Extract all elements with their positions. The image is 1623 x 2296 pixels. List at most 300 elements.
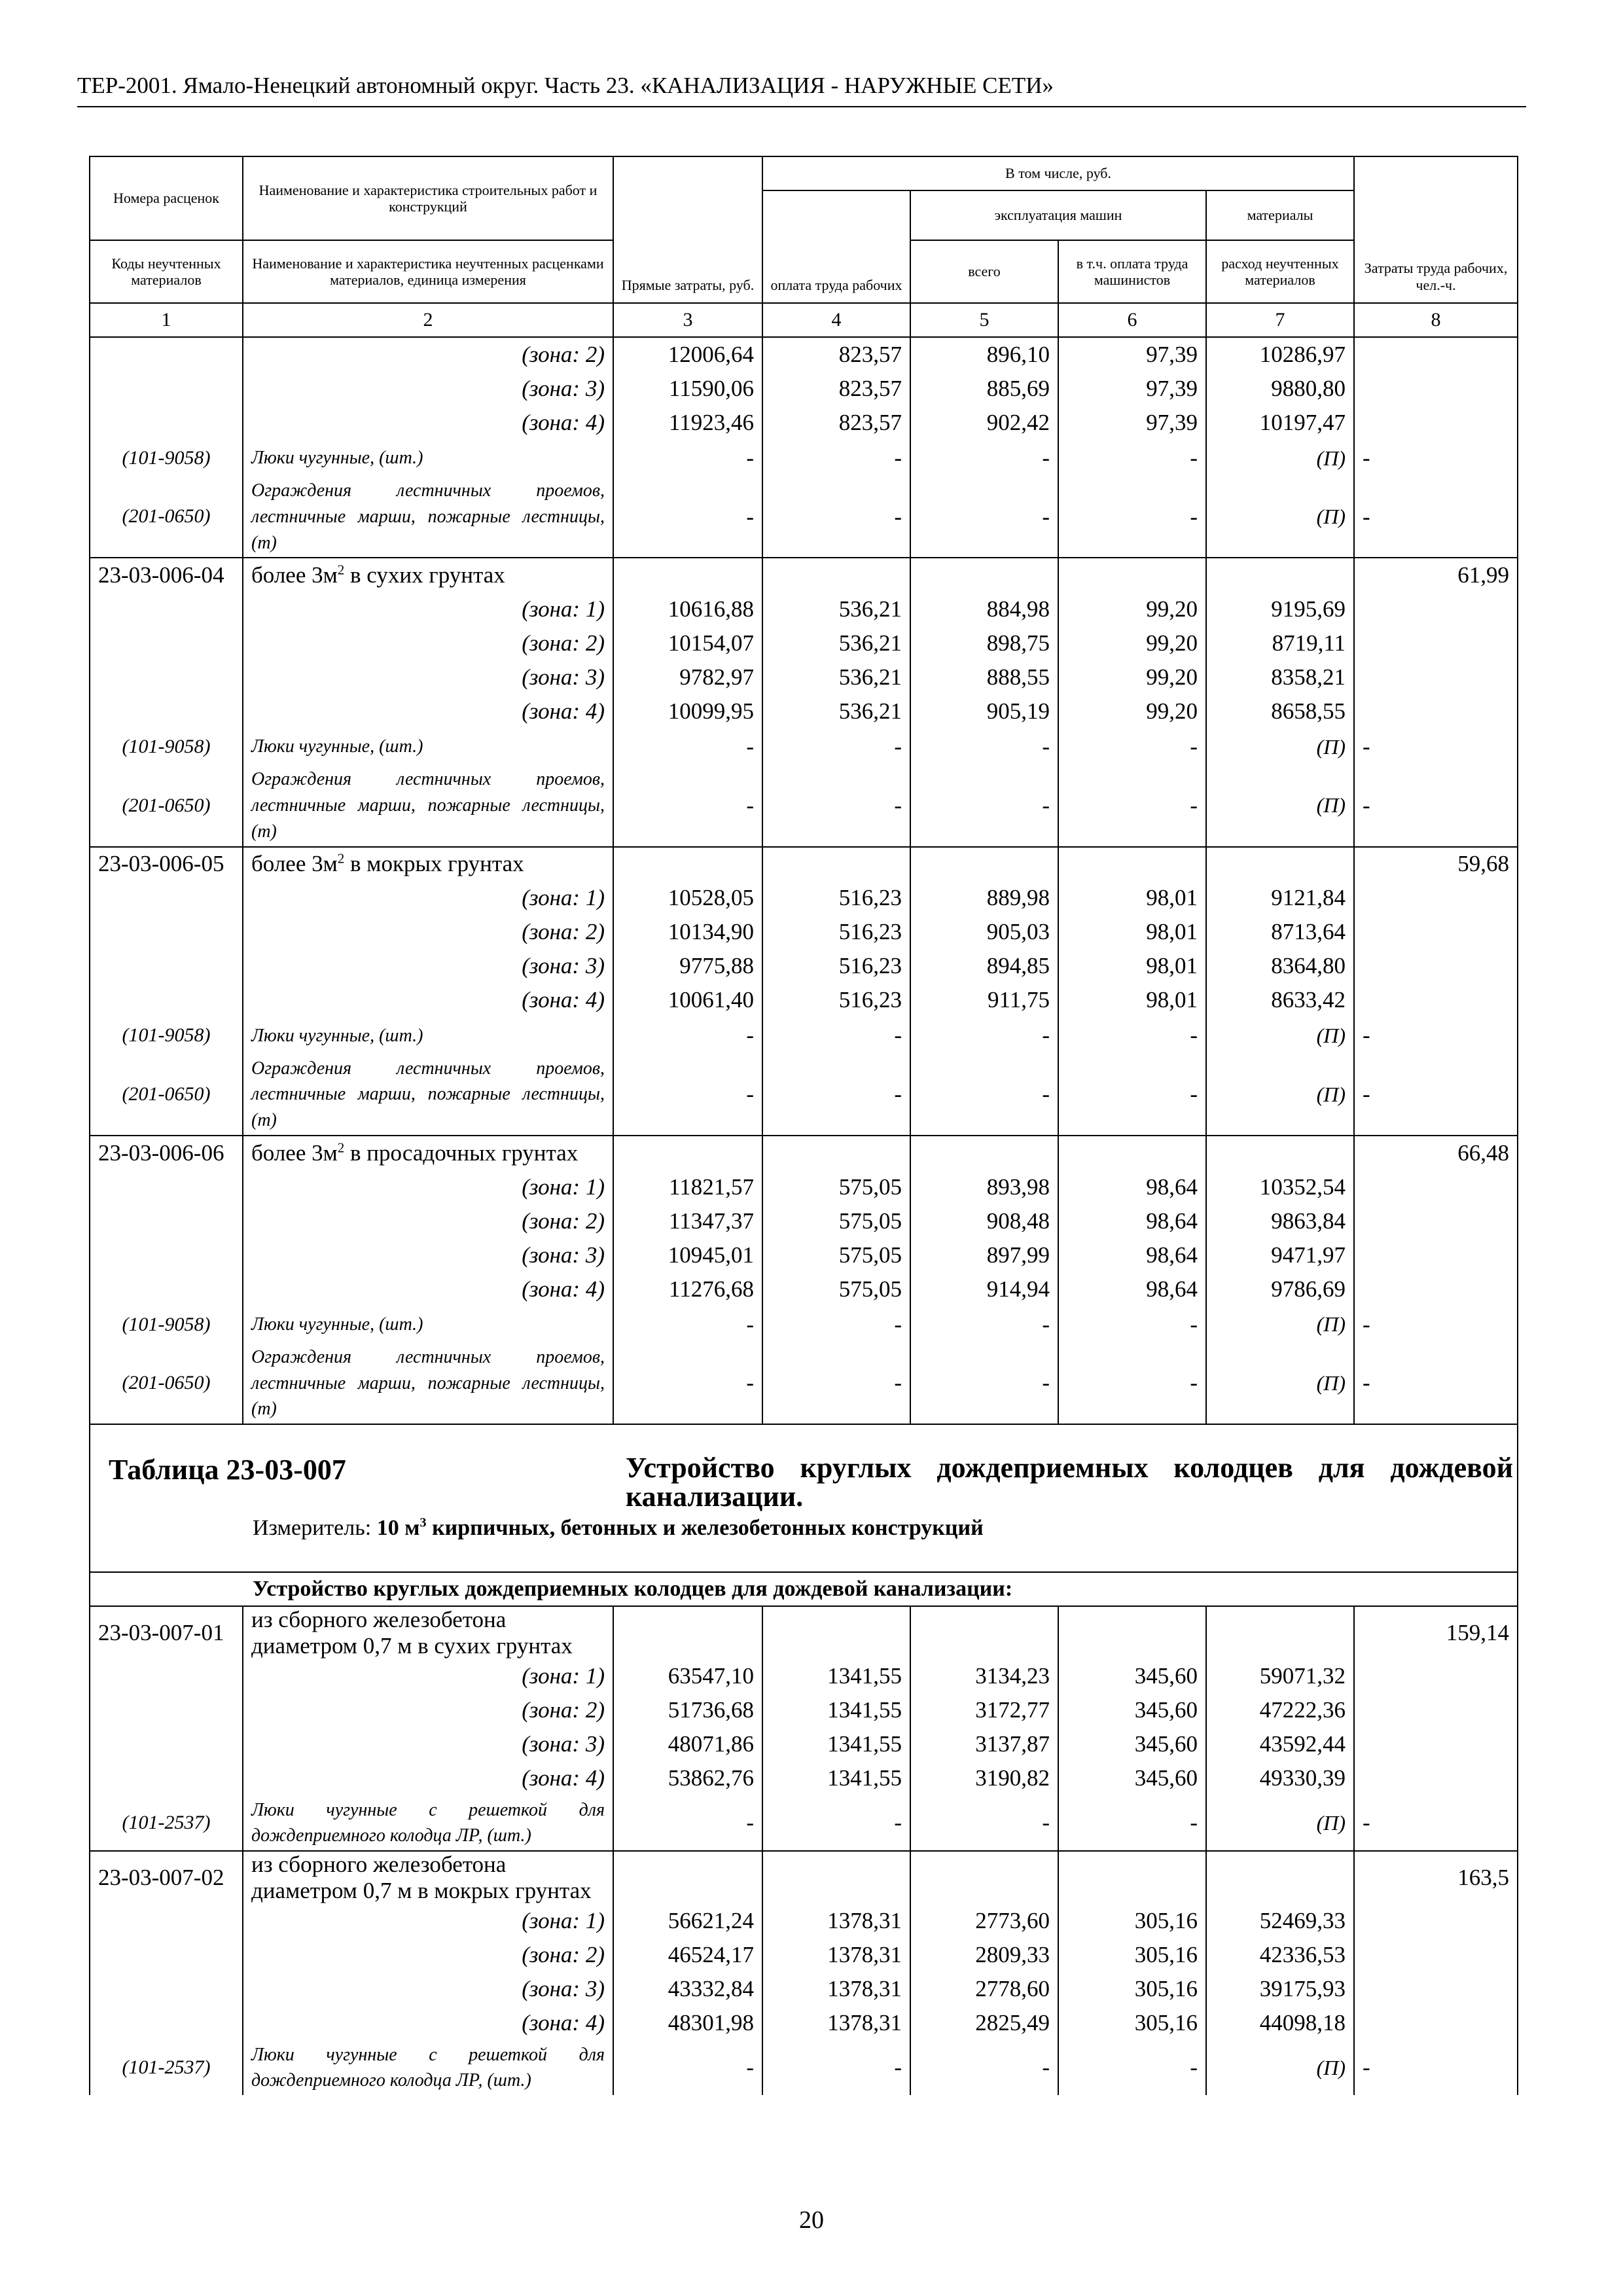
- machines-total: 884,98: [910, 592, 1058, 626]
- rate-desc-text: из сборного железобетона диаметром 0,7 м в мокрых грунтах: [251, 1852, 592, 1904]
- empty-cell: [1354, 2007, 1518, 2041]
- section-subheading-row: [90, 1572, 1518, 1606]
- direct-cost: 51736,68: [613, 1694, 762, 1728]
- rate-desc-text: более 3м: [251, 562, 338, 588]
- resource-row: [90, 2041, 1518, 2096]
- direct-cost: 10099,95: [613, 694, 762, 728]
- zone-label: (зона: 3): [243, 372, 613, 406]
- resource-dash: -: [1058, 765, 1206, 846]
- rate-desc-text: более 3м: [251, 1139, 338, 1166]
- machines-total: 905,03: [910, 916, 1058, 950]
- rate-code: 23-03-006-05: [90, 847, 243, 882]
- zone-label: (зона: 3): [243, 950, 613, 984]
- direct-cost: 56621,24: [613, 1905, 762, 1939]
- materials-cost: 59071,32: [1206, 1660, 1354, 1694]
- materials-cost: 9471,97: [1206, 1238, 1354, 1272]
- empty-cell: [910, 1606, 1058, 1660]
- empty-cell: [1058, 847, 1206, 882]
- machines-total: 889,98: [910, 882, 1058, 916]
- direct-cost: 9782,97: [613, 660, 762, 694]
- head-labor-pay: оплата труда рабочих: [762, 190, 910, 303]
- resource-mark: (П): [1206, 728, 1354, 765]
- direct-cost: 10945,01: [613, 1238, 762, 1272]
- machines-total: 893,98: [910, 1170, 1058, 1204]
- machines-pay: 305,16: [1058, 1939, 1206, 1973]
- empty-cell: [1058, 1136, 1206, 1170]
- rate-code: 23-03-006-04: [90, 558, 243, 592]
- rate-desc-sup: 2: [337, 562, 345, 578]
- machines-pay: 98,01: [1058, 882, 1206, 916]
- empty-cell: [90, 916, 243, 950]
- section-subheading: Устройство круглых дождеприемных колодцев для дождевой канализации:: [90, 1572, 1518, 1606]
- labor-pay: 516,23: [762, 984, 910, 1018]
- resource-labor-dash: -: [1354, 476, 1518, 558]
- zone-label: (зона: 4): [243, 406, 613, 440]
- section-title-cell: [90, 1424, 1518, 1572]
- zone-label: (зона: 4): [243, 984, 613, 1018]
- empty-cell: [90, 2007, 243, 2041]
- zone-row: [90, 1905, 1518, 1939]
- zone-row: [90, 372, 1518, 406]
- zone-label: (зона: 2): [243, 1694, 613, 1728]
- empty-cell: [1354, 1660, 1518, 1694]
- materials-cost: 47222,36: [1206, 1694, 1354, 1728]
- empty-cell: [1354, 1905, 1518, 1939]
- head-machines-pay: в т.ч. оплата труда машинистов: [1058, 240, 1206, 303]
- empty-cell: [90, 337, 243, 372]
- rate-code: 23-03-007-01: [90, 1606, 243, 1660]
- zone-label: (зона: 2): [243, 1939, 613, 1973]
- empty-cell: [762, 1136, 910, 1170]
- empty-cell: [1058, 558, 1206, 592]
- resource-dash: -: [613, 440, 762, 476]
- head-including: В том числе, руб.: [762, 156, 1354, 190]
- head-labor-cost: Затраты труда рабочих, чел.-ч.: [1354, 156, 1518, 303]
- empty-cell: [90, 1204, 243, 1238]
- empty-cell: [1354, 1939, 1518, 1973]
- zone-label: (зона: 4): [243, 1762, 613, 1796]
- resource-dash: -: [762, 2041, 910, 2096]
- empty-cell: [90, 1272, 243, 1306]
- empty-cell: [1354, 1694, 1518, 1728]
- resource-name: Люки чугунные с решеткой для дождеприемного колодца ЛР, (шт.): [243, 2041, 613, 2096]
- empty-cell: [1354, 950, 1518, 984]
- resource-mark: (П): [1206, 476, 1354, 558]
- resource-row: [90, 1796, 1518, 1852]
- materials-cost: 8658,55: [1206, 694, 1354, 728]
- measure-value-text: 10 м: [376, 1516, 420, 1540]
- machines-pay: 305,16: [1058, 2007, 1206, 2041]
- empty-cell: [762, 1606, 910, 1660]
- resource-code: (201-0650): [90, 1054, 243, 1136]
- table-section-007: [90, 1424, 1518, 1606]
- empty-cell: [1206, 1606, 1354, 1660]
- rate-desc-sup: 2: [337, 850, 345, 867]
- col-index: 7: [1206, 303, 1354, 337]
- labor-pay: 516,23: [762, 950, 910, 984]
- machines-pay: 345,60: [1058, 1694, 1206, 1728]
- section-title: Устройство круглых дождеприемных колодцев для дождевой канализации.: [626, 1452, 1513, 1513]
- materials-cost: 8358,21: [1206, 660, 1354, 694]
- head-col1-top: Номера расценок: [90, 156, 243, 240]
- empty-cell: [90, 882, 243, 916]
- machines-total: 908,48: [910, 1204, 1058, 1238]
- resource-dash: -: [762, 1018, 910, 1054]
- direct-cost: 11590,06: [613, 372, 762, 406]
- resource-dash: -: [613, 1054, 762, 1136]
- resource-name: Ограждения лестничных проемов, лестничные марши, пожарные лестницы, (т): [243, 1054, 613, 1136]
- empty-cell: [1354, 1204, 1518, 1238]
- page-number: 20: [799, 2206, 824, 2234]
- machines-total: 902,42: [910, 406, 1058, 440]
- machines-total: 3190,82: [910, 1762, 1058, 1796]
- empty-cell: [90, 984, 243, 1018]
- direct-cost: 46524,17: [613, 1939, 762, 1973]
- table-body-007: [90, 1606, 1518, 2095]
- empty-cell: [1354, 1762, 1518, 1796]
- resource-mark: (П): [1206, 765, 1354, 846]
- resource-name: Ограждения лестничных проемов, лестничные марши, пожарные лестницы, (т): [243, 1343, 613, 1424]
- empty-cell: [1206, 558, 1354, 592]
- resource-dash: -: [613, 2041, 762, 2096]
- labor-pay: 823,57: [762, 372, 910, 406]
- col-index: 1: [90, 303, 243, 337]
- machines-total: 2778,60: [910, 1973, 1058, 2007]
- materials-cost: 9786,69: [1206, 1272, 1354, 1306]
- zone-row: [90, 1272, 1518, 1306]
- machines-pay: 98,64: [1058, 1204, 1206, 1238]
- resource-dash: -: [1058, 440, 1206, 476]
- head-machines-total: всего: [910, 240, 1058, 303]
- empty-cell: [1206, 1136, 1354, 1170]
- materials-cost: 8633,42: [1206, 984, 1354, 1018]
- resource-labor-dash: -: [1354, 1306, 1518, 1343]
- resource-dash: -: [1058, 728, 1206, 765]
- zone-label: (зона: 1): [243, 882, 613, 916]
- zone-label: (зона: 2): [243, 916, 613, 950]
- machines-pay: 97,39: [1058, 372, 1206, 406]
- machines-pay: 305,16: [1058, 1905, 1206, 1939]
- direct-cost: 9775,88: [613, 950, 762, 984]
- empty-cell: [1058, 1851, 1206, 1905]
- rate-row: [90, 1606, 1518, 1660]
- resource-dash: -: [1058, 2041, 1206, 2096]
- empty-cell: [1354, 406, 1518, 440]
- machines-total: 896,10: [910, 337, 1058, 372]
- resource-dash: -: [762, 1054, 910, 1136]
- col-index: 5: [910, 303, 1058, 337]
- zone-row: [90, 1238, 1518, 1272]
- resource-labor-dash: -: [1354, 1343, 1518, 1424]
- direct-cost: 10134,90: [613, 916, 762, 950]
- resource-labor-dash: -: [1354, 1054, 1518, 1136]
- resource-dash: -: [762, 1343, 910, 1424]
- empty-cell: [1354, 882, 1518, 916]
- empty-cell: [1354, 592, 1518, 626]
- zone-label: (зона: 3): [243, 660, 613, 694]
- resource-dash: -: [910, 1796, 1058, 1852]
- labor-pay: 536,21: [762, 660, 910, 694]
- empty-cell: [1354, 372, 1518, 406]
- resource-name: Люки чугунные, (шт.): [243, 440, 613, 476]
- materials-cost: 10286,97: [1206, 337, 1354, 372]
- resource-code: (101-9058): [90, 1306, 243, 1343]
- machines-total: 3137,87: [910, 1728, 1058, 1762]
- resource-labor-dash: -: [1354, 1018, 1518, 1054]
- machines-pay: 98,64: [1058, 1238, 1206, 1272]
- measure-sup: 3: [419, 1515, 427, 1530]
- table-body-006: [90, 337, 1518, 1424]
- measure-tail: кирпичных, бетонных и железобетонных конструкций: [426, 1516, 984, 1540]
- resource-mark: (П): [1206, 1796, 1354, 1852]
- zone-label: (зона: 4): [243, 2007, 613, 2041]
- direct-cost: 11821,57: [613, 1170, 762, 1204]
- resource-mark: (П): [1206, 2041, 1354, 2096]
- machines-total: 911,75: [910, 984, 1058, 1018]
- zone-label: (зона: 4): [243, 694, 613, 728]
- empty-cell: [910, 1136, 1058, 1170]
- section-label: Таблица 23-03-007: [109, 1454, 346, 1486]
- machines-pay: 98,64: [1058, 1170, 1206, 1204]
- empty-cell: [90, 950, 243, 984]
- labor-pay: 536,21: [762, 592, 910, 626]
- rate-desc-tail: в мокрых грунтах: [344, 851, 524, 877]
- machines-pay: 305,16: [1058, 1973, 1206, 2007]
- direct-cost: 10061,40: [613, 984, 762, 1018]
- zone-label: (зона: 2): [243, 626, 613, 660]
- materials-cost: 9880,80: [1206, 372, 1354, 406]
- empty-cell: [1354, 1973, 1518, 2007]
- resource-dash: -: [613, 728, 762, 765]
- rates-table-wrapper: [89, 156, 1517, 2095]
- zone-label: (зона: 1): [243, 592, 613, 626]
- machines-pay: 99,20: [1058, 694, 1206, 728]
- direct-cost: 10528,05: [613, 882, 762, 916]
- labor-pay: 1378,31: [762, 1939, 910, 1973]
- rates-table: [89, 156, 1518, 2095]
- materials-cost: 9863,84: [1206, 1204, 1354, 1238]
- empty-cell: [90, 694, 243, 728]
- header-row-1: [90, 156, 1518, 190]
- resource-code: (101-9058): [90, 728, 243, 765]
- resource-dash: -: [910, 1306, 1058, 1343]
- labor-pay: 575,05: [762, 1272, 910, 1306]
- empty-cell: [762, 1851, 910, 1905]
- resource-dash: -: [910, 728, 1058, 765]
- resource-dash: -: [762, 476, 910, 558]
- empty-cell: [910, 1851, 1058, 1905]
- empty-cell: [1354, 694, 1518, 728]
- labor-pay: 516,23: [762, 916, 910, 950]
- zone-label: (зона: 1): [243, 1660, 613, 1694]
- col-index: 2: [243, 303, 613, 337]
- resource-dash: -: [910, 1018, 1058, 1054]
- empty-cell: [90, 660, 243, 694]
- labor-pay: 536,21: [762, 626, 910, 660]
- machines-total: 3134,23: [910, 1660, 1058, 1694]
- rate-code: 23-03-006-06: [90, 1136, 243, 1170]
- resource-dash: -: [762, 1796, 910, 1852]
- resource-dash: -: [613, 765, 762, 846]
- labor-pay: 575,05: [762, 1238, 910, 1272]
- labor-cost: 66,48: [1354, 1136, 1518, 1170]
- rate-desc-tail: в просадочных грунтах: [344, 1139, 579, 1166]
- zone-label: (зона: 2): [243, 1204, 613, 1238]
- resource-row: [90, 1018, 1518, 1054]
- zone-row: [90, 882, 1518, 916]
- section-measure: [253, 1515, 984, 1541]
- resource-labor-dash: -: [1354, 765, 1518, 846]
- empty-cell: [90, 1762, 243, 1796]
- resource-name: Ограждения лестничных проемов, лестничные марши, пожарные лестницы, (т): [243, 765, 613, 846]
- measure-value: [377, 1516, 984, 1540]
- labor-cost: 159,14: [1354, 1606, 1518, 1660]
- empty-cell: [1354, 1728, 1518, 1762]
- labor-pay: 1341,55: [762, 1762, 910, 1796]
- empty-cell: [613, 1606, 762, 1660]
- machines-total: 885,69: [910, 372, 1058, 406]
- resource-dash: -: [1058, 1796, 1206, 1852]
- zone-row: [90, 1728, 1518, 1762]
- rate-desc-tail: в сухих грунтах: [344, 562, 505, 588]
- machines-pay: 99,20: [1058, 660, 1206, 694]
- empty-cell: [1354, 660, 1518, 694]
- rate-code: 23-03-007-02: [90, 1851, 243, 1905]
- empty-cell: [613, 1851, 762, 1905]
- rate-row: [90, 1136, 1518, 1170]
- resource-mark: (П): [1206, 1018, 1354, 1054]
- labor-pay: 1378,31: [762, 1973, 910, 2007]
- zone-row: [90, 1204, 1518, 1238]
- resource-dash: -: [762, 728, 910, 765]
- labor-pay: 1341,55: [762, 1660, 910, 1694]
- machines-pay: 98,64: [1058, 1272, 1206, 1306]
- machines-pay: 97,39: [1058, 337, 1206, 372]
- empty-cell: [90, 1694, 243, 1728]
- materials-cost: 10197,47: [1206, 406, 1354, 440]
- machines-total: 2773,60: [910, 1905, 1058, 1939]
- zone-row: [90, 1694, 1518, 1728]
- zone-row: [90, 592, 1518, 626]
- resource-dash: -: [910, 440, 1058, 476]
- resource-row: [90, 440, 1518, 476]
- machines-pay: 345,60: [1058, 1660, 1206, 1694]
- empty-cell: [1354, 984, 1518, 1018]
- zone-label: (зона: 3): [243, 1973, 613, 2007]
- materials-cost: 8719,11: [1206, 626, 1354, 660]
- resource-dash: -: [613, 476, 762, 558]
- resource-name: Люки чугунные, (шт.): [243, 1306, 613, 1343]
- materials-cost: 9195,69: [1206, 592, 1354, 626]
- col-index: 3: [613, 303, 762, 337]
- direct-cost: 48071,86: [613, 1728, 762, 1762]
- direct-cost: 11923,46: [613, 406, 762, 440]
- zone-row: [90, 406, 1518, 440]
- resource-labor-dash: -: [1354, 1796, 1518, 1852]
- labor-pay: 516,23: [762, 882, 910, 916]
- direct-cost: 10154,07: [613, 626, 762, 660]
- machines-pay: 99,20: [1058, 626, 1206, 660]
- zone-row: [90, 1973, 1518, 2007]
- measure-prefix: Измеритель:: [253, 1516, 377, 1540]
- empty-cell: [1206, 1851, 1354, 1905]
- materials-cost: 52469,33: [1206, 1905, 1354, 1939]
- labor-pay: 1341,55: [762, 1694, 910, 1728]
- machines-pay: 97,39: [1058, 406, 1206, 440]
- machines-total: 914,94: [910, 1272, 1058, 1306]
- empty-cell: [90, 1170, 243, 1204]
- resource-row: [90, 476, 1518, 558]
- resource-labor-dash: -: [1354, 728, 1518, 765]
- labor-pay: 823,57: [762, 406, 910, 440]
- resource-dash: -: [910, 1054, 1058, 1136]
- labor-cost: 59,68: [1354, 847, 1518, 882]
- materials-cost: 39175,93: [1206, 1973, 1354, 2007]
- zone-row: [90, 626, 1518, 660]
- zone-label: (зона: 1): [243, 1170, 613, 1204]
- materials-cost: 44098,18: [1206, 2007, 1354, 2041]
- resource-row: [90, 1343, 1518, 1424]
- direct-cost: 43332,84: [613, 1973, 762, 2007]
- zone-row: [90, 2007, 1518, 2041]
- empty-cell: [90, 592, 243, 626]
- col-index: 6: [1058, 303, 1206, 337]
- resource-dash: -: [613, 1796, 762, 1852]
- empty-cell: [910, 847, 1058, 882]
- empty-cell: [90, 406, 243, 440]
- zone-row: [90, 1762, 1518, 1796]
- empty-cell: [90, 1973, 243, 2007]
- resource-dash: -: [1058, 1306, 1206, 1343]
- zone-label: (зона: 1): [243, 1905, 613, 1939]
- zone-label: (зона: 3): [243, 1238, 613, 1272]
- resource-dash: -: [613, 1306, 762, 1343]
- zone-row: [90, 984, 1518, 1018]
- labor-cost: 61,99: [1354, 558, 1518, 592]
- head-machines: эксплуатация машин: [910, 190, 1206, 240]
- empty-cell: [1058, 1606, 1206, 1660]
- materials-cost: 42336,53: [1206, 1939, 1354, 1973]
- direct-cost: 48301,98: [613, 2007, 762, 2041]
- document-header: ТЕР-2001. Ямало-Ненецкий автономный округ. Часть 23. «КАНАЛИЗАЦИЯ - НАРУЖНЫЕ СЕТИ»: [77, 71, 1526, 107]
- direct-cost: 53862,76: [613, 1762, 762, 1796]
- empty-cell: [90, 372, 243, 406]
- rate-description: [243, 847, 613, 882]
- head-col1-bottom: Коды неучтенных материалов: [90, 240, 243, 303]
- rate-desc-sup: 2: [337, 1139, 345, 1155]
- resource-dash: -: [1058, 1054, 1206, 1136]
- empty-cell: [1206, 847, 1354, 882]
- materials-cost: 43592,44: [1206, 1728, 1354, 1762]
- zone-label: (зона: 2): [243, 337, 613, 372]
- machines-total: 2809,33: [910, 1939, 1058, 1973]
- zone-row: [90, 694, 1518, 728]
- resource-dash: -: [762, 765, 910, 846]
- empty-cell: [762, 847, 910, 882]
- zone-row: [90, 337, 1518, 372]
- resource-code: (101-2537): [90, 1796, 243, 1852]
- labor-pay: 1341,55: [762, 1728, 910, 1762]
- machines-total: 2825,49: [910, 2007, 1058, 2041]
- rate-description: [243, 558, 613, 592]
- direct-cost: 11276,68: [613, 1272, 762, 1306]
- head-materials-unaccounted: расход неучтенных материалов: [1206, 240, 1354, 303]
- empty-cell: [90, 1939, 243, 1973]
- resource-dash: -: [910, 765, 1058, 846]
- resource-dash: -: [910, 2041, 1058, 2096]
- zone-row: [90, 1170, 1518, 1204]
- resource-code: (101-9058): [90, 1018, 243, 1054]
